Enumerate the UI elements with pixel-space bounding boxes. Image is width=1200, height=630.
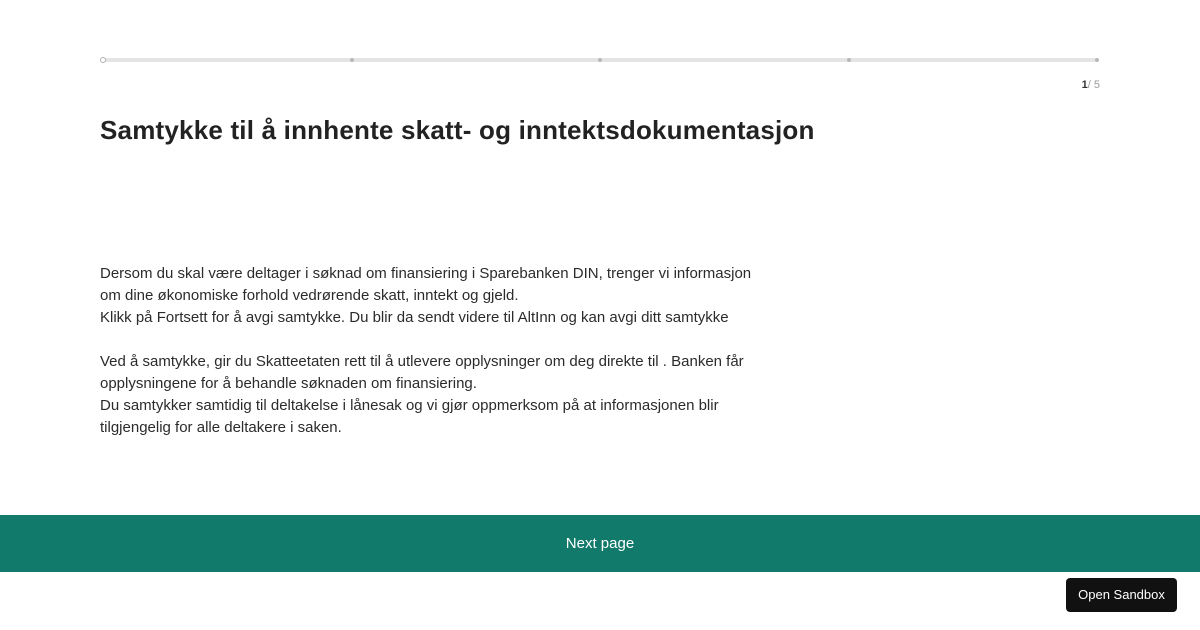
consent-text-line: Du samtykker samtidig til deltakelse i lånesak og vi gjør oppmerksom på at informasjonen blir tilgjengelig for alle deltakere i saken. <box>100 397 719 436</box>
progress-bar <box>100 57 1100 63</box>
page-counter <box>1082 79 1100 91</box>
consent-text-line: Dersom du skal være deltager i søknad om finansiering i Sparebanken DIN, trenger vi informasjon om dine økonomiske forhold vedrørende skatt, inntekt og gjeld. <box>100 265 752 304</box>
progress-step-marker <box>100 57 106 63</box>
open-sandbox-button[interactable]: Open Sandbox <box>1066 578 1177 612</box>
total-page-count: 5 <box>1093 79 1100 91</box>
page-title: Samtykke til å innhente skatt- og inntektsdokumentasjon <box>100 115 815 145</box>
progress-step-marker <box>847 58 851 62</box>
page-separator: / <box>1087 79 1094 91</box>
consent-paragraph <box>100 351 760 439</box>
consent-paragraph <box>100 263 760 329</box>
current-page-number: 1 <box>1081 79 1088 91</box>
progress-step-marker <box>598 58 602 62</box>
progress-step-marker <box>350 58 354 62</box>
consent-description <box>100 263 760 461</box>
consent-text-line: Klikk på Fortsett for å avgi samtykke. Du blir da sendt videre til AltInn og kan avgi ditt samtykke <box>100 309 729 326</box>
consent-text-line: Ved å samtykke, gir du Skatteetaten rett til å utlevere opplysninger om deg direkte til . Banken får opplysningene for å behandle søknaden om finansiering. <box>100 353 744 392</box>
next-page-button[interactable]: Next page <box>0 515 1200 572</box>
progress-step-marker <box>1095 58 1099 62</box>
